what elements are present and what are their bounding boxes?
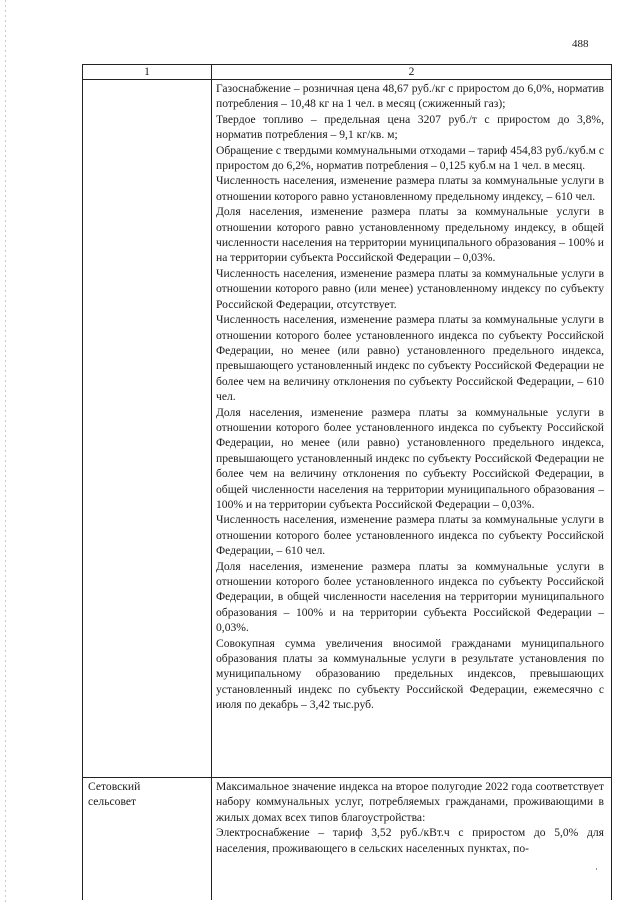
table-row-2-content: [216, 779, 604, 856]
paragraph: Совокупная сумма увеличения вносимой гражданами муниципального образования платы за коммунальные услуги в результате установления по муниципальному образованию предельных индексов, превышающих установленный индекс по субъекту Российской Федерации, ежемесячно с июля по декабрь – 3,42 тыс.руб.: [216, 636, 604, 712]
data-table: [82, 64, 612, 900]
paragraph: Максимальное значение индекса на второе полугодие 2022 года соответствует набору коммунальных услуг, потребляемых гражданами, проживающими в жилых домах всех типов благоустройства:: [216, 780, 604, 824]
column-divider: [211, 65, 212, 900]
column-header-2: 2: [408, 66, 415, 78]
paragraph: Доля населения, изменение размера платы за коммунальные услуги в отношении которого более установленного индекса по субъекту Российской Федерации, но менее (или равно) установленного предельного индекса, превышающего установленный индекс по субъекту Российской Федерации не более чем на величину отклонения по субъекту Российской Федерации, в общей численности населения на территории муниципального образования – 100% и на территории субъекта Российской Федерации – 0,03%.: [216, 405, 604, 511]
municipality-name-line: сельсовет: [88, 795, 137, 809]
paragraph: Численность населения, изменение размера платы за коммунальные услуги в отношении которого равно (или менее) установленному индексу по субъекту Российской Федерации, отсутствует.: [216, 266, 604, 311]
paragraph: Численность населения, изменение размера платы за коммунальные услуги в отношении которого более установленного индекса по субъекту Российской Федерации, – 610 чел.: [216, 513, 604, 558]
paragraph: Обращение с твердыми коммунальными отходами – тариф 454,83 руб./куб.м с приростом до 6,2%, норматив потребления – 0,125 куб.м на 1 чел. в месяц.: [216, 143, 604, 173]
header-divider: [83, 79, 611, 80]
municipality-name-line: Сетовский: [88, 780, 141, 793]
table-row-1-content: [216, 81, 604, 713]
paragraph: Доля населения, изменение размера платы за коммунальные услуги в отношении которого более установленного индекса по субъекту Российской Федерации, в общей численности населения на территории муниципального образования – 100% и на территории субъекта Российской Федерации – 0,03%.: [216, 559, 604, 635]
municipality-name: [88, 779, 206, 810]
paragraph: Численность населения, изменение размера платы за коммунальные услуги в отношении которого равно установленному предельному индексу, – 610 чел.: [216, 174, 604, 203]
paragraph: Доля населения, изменение размера платы за коммунальные услуги в отношении которого равно установленному предельному индексу, в общей численности населения на территории муниципального образования – 100% и на территории субъекта Российской Федерации – 0,03%.: [216, 205, 604, 265]
page-number: 488: [572, 38, 589, 50]
paragraph: Твердое топливо – предельная цена 3207 руб./т с приростом до 3,8%, норматив потребления – 9,1 кг/кв. м;: [216, 112, 604, 142]
row-divider: [83, 777, 611, 778]
scan-edge-mark: [5, 0, 6, 905]
scan-speck: [596, 868, 597, 870]
paragraph: Численность населения, изменение размера платы за коммунальные услуги в отношении которого более установленного индекса по субъекту Российской Федерации, но менее (или равно) установленного предельного индекса, превышающего установленный индекс по субъекту Российской Федерации не более чем на величину отклонения по субъекту Российской Федерации, – 610 чел.: [216, 313, 604, 404]
paragraph: Электроснабжение – тариф 3,52 руб./кВт.ч с приростом до 5,0% для населения, проживающего в сельских населенных пунктах, по-: [216, 826, 604, 855]
paragraph: Газоснабжение – розничная цена 48,67 руб./кг с приростом до 6,0%, норматив потребления – 10,48 кг на 1 чел. в месяц (сжиженный газ);: [216, 82, 604, 111]
column-header-1: 1: [144, 66, 150, 78]
